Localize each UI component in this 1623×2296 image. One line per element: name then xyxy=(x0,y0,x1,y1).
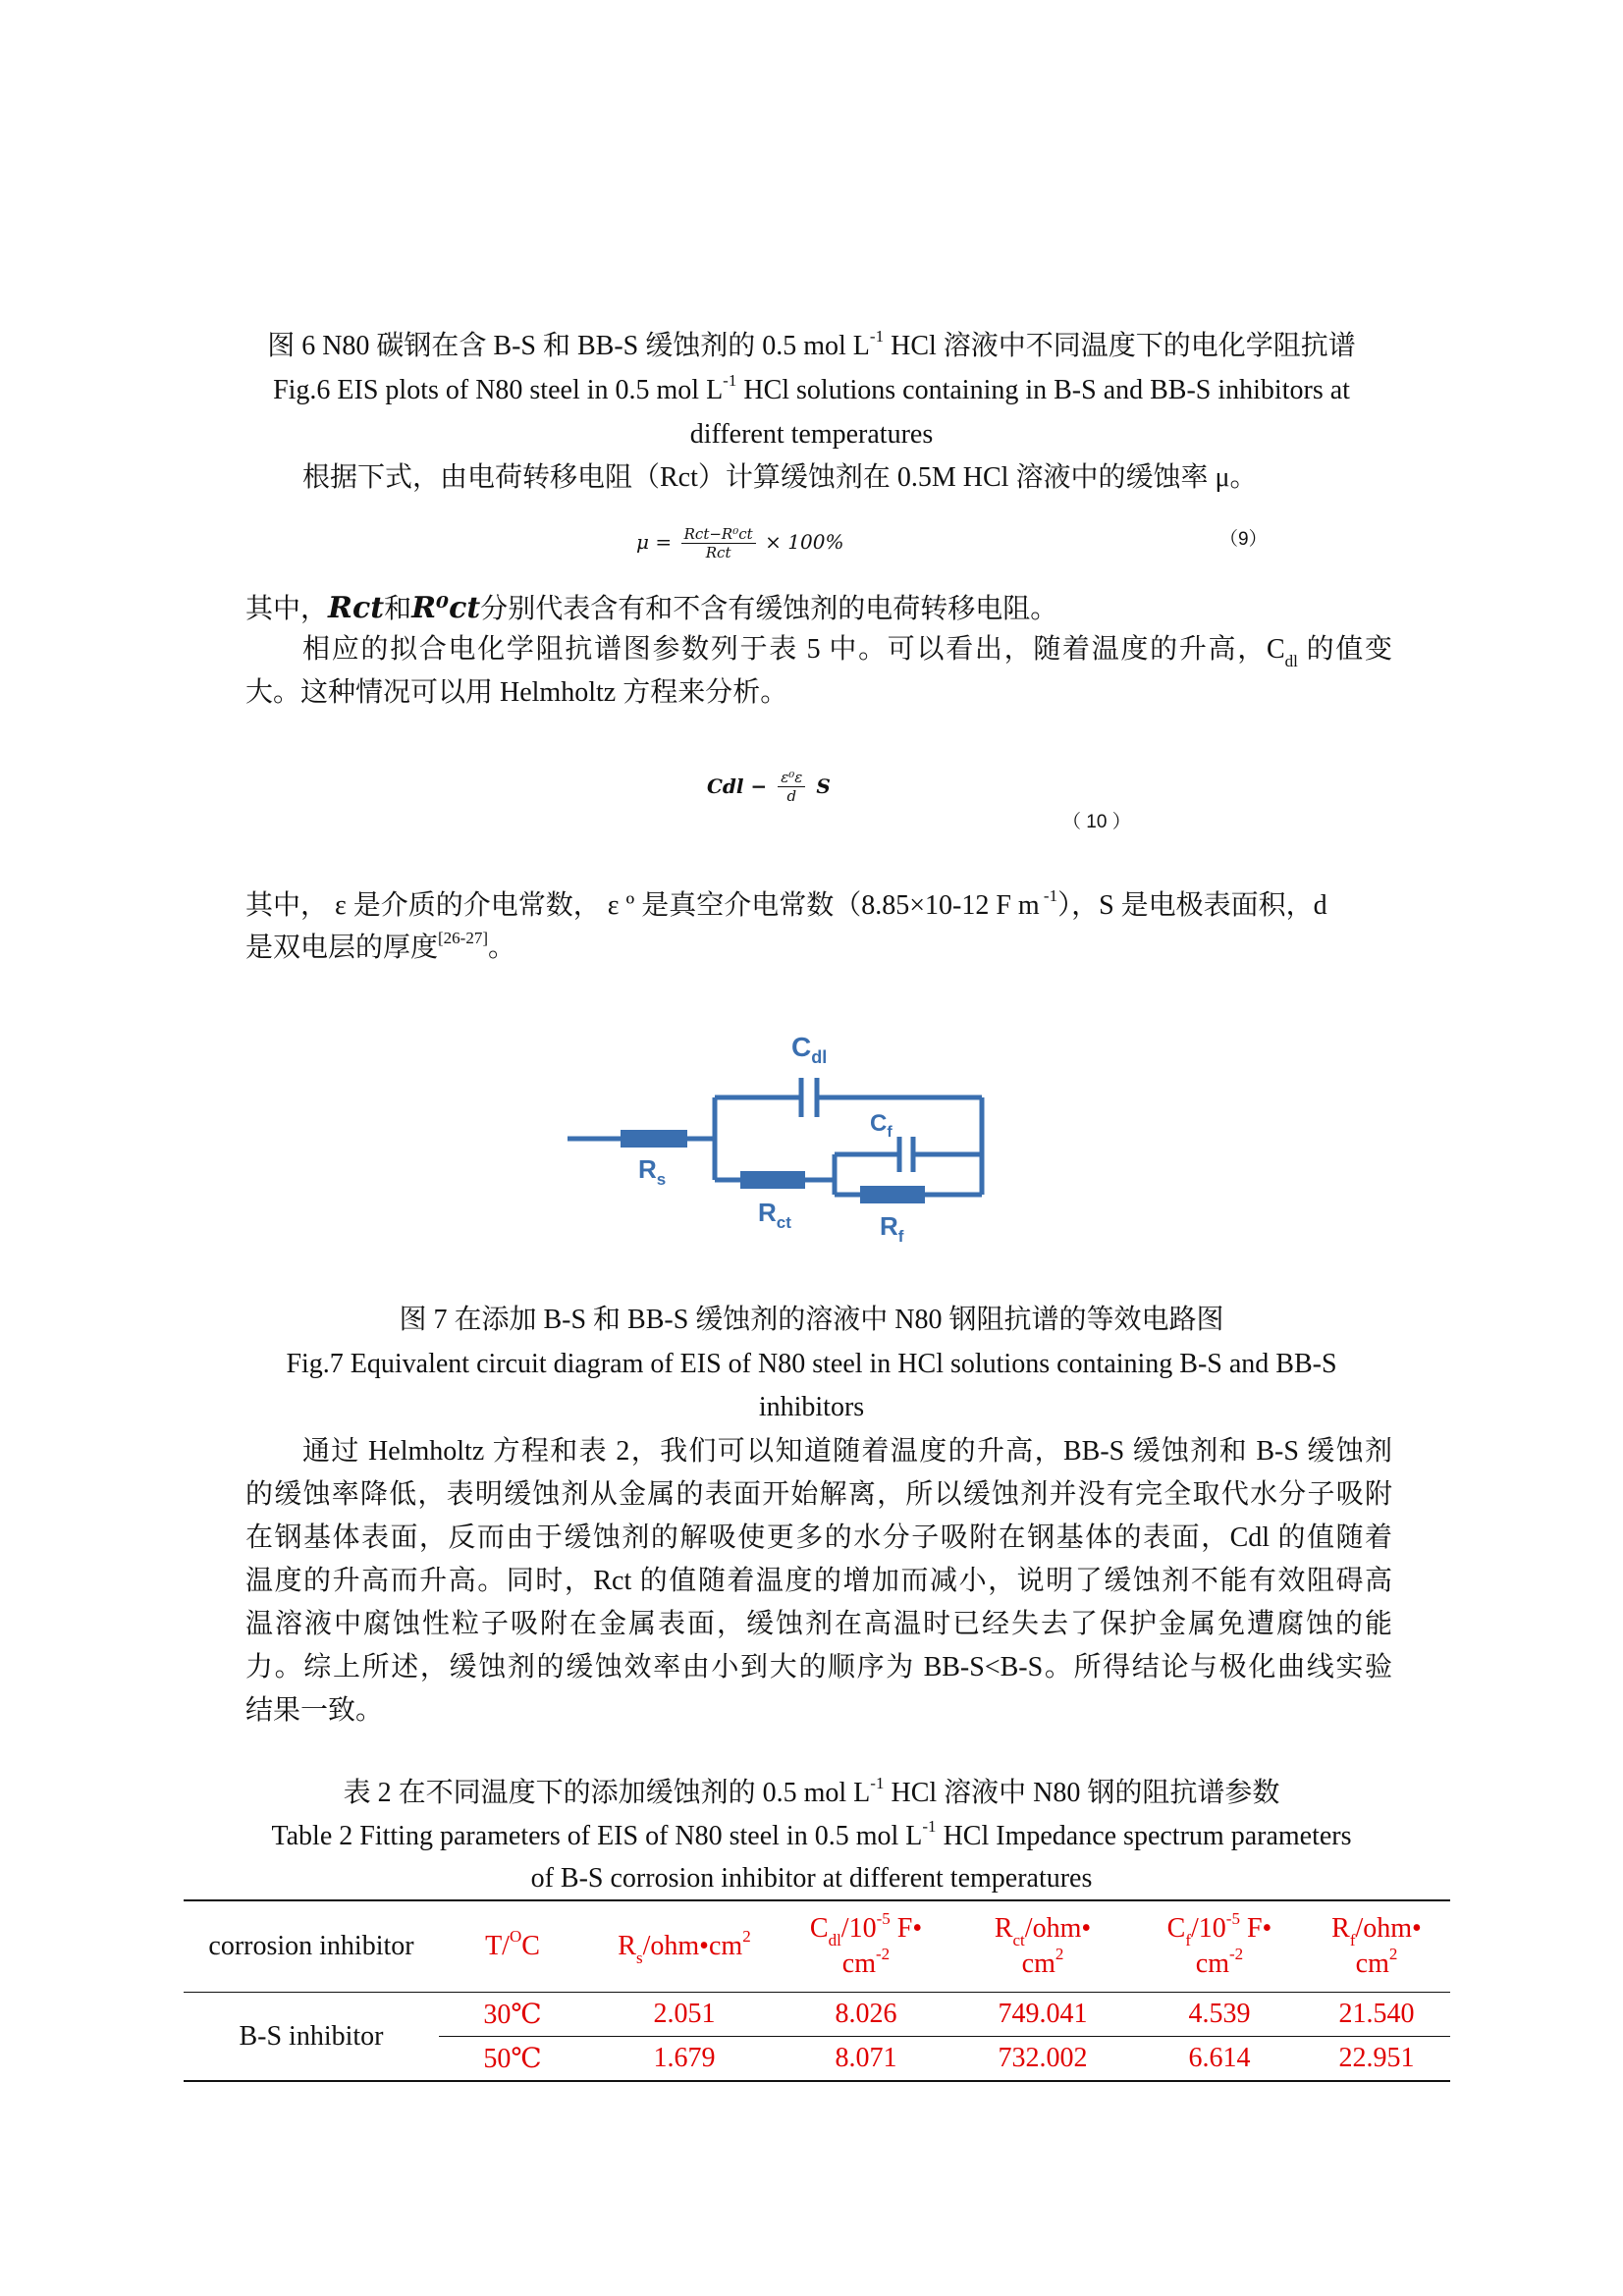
equation-10-fraction: $\frac{\text{ε⁰ε}}{d}$ xyxy=(778,769,805,805)
header-rf: $R_f/ohm•$ $cm^2$ xyxy=(1303,1900,1450,1993)
paragraph-conclusion-line7: 结果一致。 xyxy=(245,1695,384,1726)
paragraph-helmholtz-line2: 是双电层的厚度[26-27]。 xyxy=(245,928,516,963)
cell-rf: 21.540 xyxy=(1303,1993,1450,2037)
paragraph-conclusion-line4: 温度的升高而升高。同时，Rct 的值随着温度的增加而减小，说明了缓蚀剂不能有效阻碍高 xyxy=(245,1566,1392,1596)
fig7-en-caption-line2: inhibitors xyxy=(758,1392,865,1422)
equation-10: Cdl − $\frac{\text{ε⁰ε}}{d}$ S xyxy=(707,769,831,806)
rct-resistor xyxy=(740,1171,805,1189)
cell-cf: 6.614 xyxy=(1136,2037,1303,2082)
header-cf: $C_f/10^{-5}$ F• $cm^{-2}$ xyxy=(1136,1900,1303,1993)
header-cdl: $C_{dl}/10^{-5}$ F• $cm^{-2}$ xyxy=(783,1900,949,1993)
header-inhibitor: corrosion inhibitor xyxy=(184,1900,439,1993)
eis-parameters-table xyxy=(184,1899,1450,2082)
cdl-label: $C_{dl}$ xyxy=(791,1032,828,1067)
paragraph-conclusion-line6: 力。综上所述，缓蚀剂的缓蚀效率由小到大的顺序为 BB-S<B-S。所得结论与极化曲线实验 xyxy=(245,1652,1392,1682)
rf-label: $R_f$ xyxy=(880,1211,904,1246)
paragraph-efficiency-intro: 根据下式，由电荷转移电阻（Rct）计算缓蚀剂在 0.5M HCl 溶液中的缓蚀率 μ。 xyxy=(302,462,1258,493)
equivalent-circuit-diagram xyxy=(560,1021,1001,1256)
fig6-en-caption-line2: different temperatures xyxy=(689,419,934,450)
rct-label: $R_{ct}$ xyxy=(758,1198,791,1232)
fig7-en-caption-line1: Fig.7 Equivalent circuit diagram of EIS of N80 steel in HCl solutions containing B-S and BB-S xyxy=(286,1349,1337,1379)
paragraph-helmholtz-line1: 其中， ε 是介质的介电常数， ε º 是真空介电常数（8.85×10-12 F m $^{-1}$），S 是电极表面积，d xyxy=(245,885,1327,921)
table-header-row xyxy=(184,1900,1450,1993)
table2-cn-caption: 表 2 在不同温度下的添加缓蚀剂的 0.5 mol $L^{-1}$ HCl 溶液中 N80 钢的阻抗谱参数 xyxy=(343,1773,1280,1808)
header-rs: $R_s/ohm•cm^2$ xyxy=(586,1900,783,1993)
paragraph-conclusion-line2: 的缓蚀率降低，表明缓蚀剂从金属的表面开始解离，所以缓蚀剂并没有完全取代水分子吸附 xyxy=(245,1479,1392,1510)
inhibitor-group-cell: B-S inhibitor xyxy=(184,1993,439,2082)
paragraph-conclusion-line3: 在钢基体表面，反而由于缓蚀剂的解吸使更多的水分子吸附在钢基体的表面，Cdl 的值随着 xyxy=(245,1522,1392,1553)
rf-resistor xyxy=(860,1186,925,1203)
cell-cdl: 8.026 xyxy=(783,1993,949,2037)
paragraph-fitting-line1: 相应的拟合电化学阻抗谱图参数列于表 5 中。可以看出，随着温度的升高，$C_{dl}$ 的值变 xyxy=(302,634,1392,670)
cell-cf: 4.539 xyxy=(1136,1993,1303,2037)
cell-rs: 2.051 xyxy=(586,1993,783,2037)
cell-cdl: 8.071 xyxy=(783,2037,949,2082)
equation-9: μ = $\frac{\text{Rct−R⁰ct}}{\text{Rct}}$ × 100% xyxy=(636,525,844,562)
cdl-capacitor xyxy=(801,1078,817,1117)
rct-symbol: Rct xyxy=(328,591,385,625)
rs-label: $R_s$ xyxy=(638,1154,667,1189)
equation-10-number: （ 10 ） xyxy=(1062,812,1131,832)
cell-temperature: 50℃ xyxy=(439,2037,586,2082)
rs-resistor xyxy=(621,1130,687,1148)
fig6-cn-caption: 图 6 N80 碳钢在含 B-S 和 BB-S 缓蚀剂的 0.5 mol $L^{-1}$ HCl 溶液中不同温度下的电化学阻抗谱 xyxy=(267,326,1356,361)
fig6-en-caption-line1: Fig.6 EIS plots of N80 steel in 0.5 mol $L^{-1}$ HCl solutions containing in B-S and BB-S inhibitors at xyxy=(273,370,1350,405)
equation-9-fraction: $\frac{\text{Rct−R⁰ct}}{\text{Rct}}$ xyxy=(681,525,756,561)
cf-label: $C_f$ xyxy=(870,1110,893,1141)
header-rct: $R_{ct}/ohm•$ $cm^2$ xyxy=(949,1900,1136,1993)
cf-capacitor xyxy=(899,1137,913,1172)
cell-temperature: 30℃ xyxy=(439,1993,586,2037)
paragraph-rct-definition: 其中，Rct和R⁰ct分别代表含有和不含有缓蚀剂的电荷转移电阻。 xyxy=(245,591,1058,625)
cell-rs: 1.679 xyxy=(586,2037,783,2082)
table2-en-caption-line2: of B-S corrosion inhibitor at different temperatures xyxy=(530,1863,1093,1894)
paragraph-conclusion-line1: 通过 Helmholtz 方程和表 2，我们可以知道随着温度的升高，BB-S 缓蚀剂和 B-S 缓蚀剂 xyxy=(302,1436,1392,1467)
rct0-symbol: R⁰ct xyxy=(411,591,481,625)
paragraph-conclusion-line5: 温溶液中腐蚀性粒子吸附在金属表面，缓蚀剂在高温时已经失去了保护金属免遭腐蚀的能 xyxy=(245,1609,1392,1639)
cell-rct: 749.041 xyxy=(949,1993,1136,2037)
table-row xyxy=(184,1993,1450,2037)
equation-9-number: （9） xyxy=(1219,529,1268,550)
fig7-cn-caption: 图 7 在添加 B-S 和 BB-S 缓蚀剂的溶液中 N80 钢阻抗谱的等效电路图 xyxy=(399,1305,1224,1335)
cell-rct: 732.002 xyxy=(949,2037,1136,2082)
paragraph-fitting-line2: 大。这种情况可以用 Helmholtz 方程来分析。 xyxy=(245,677,788,708)
cell-rf: 22.951 xyxy=(1303,2037,1450,2082)
table2-en-caption-line1: Table 2 Fitting parameters of EIS of N80 steel in 0.5 mol $L^{-1}$ HCl Impedance spectrum parameters xyxy=(271,1816,1352,1851)
header-temperature: T/$^O$C xyxy=(439,1900,586,1993)
